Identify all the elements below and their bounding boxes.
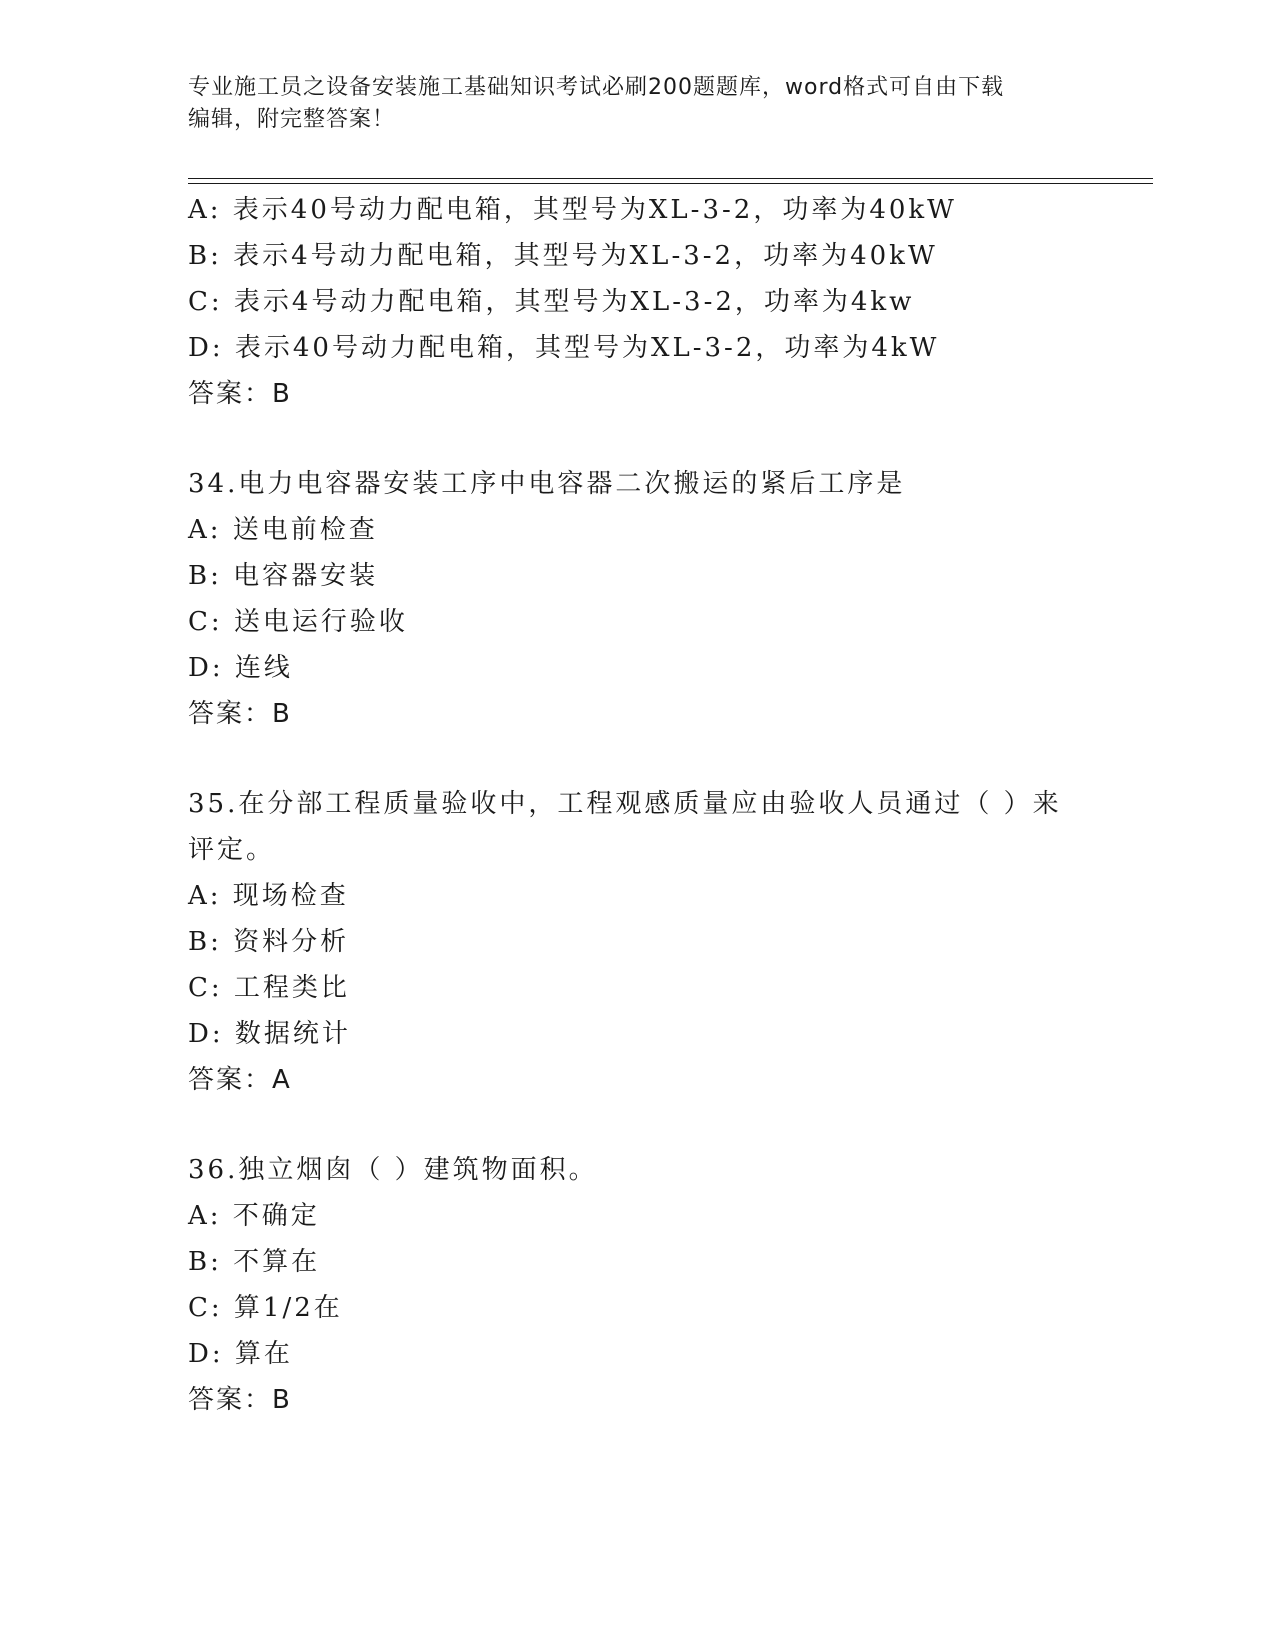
header-title-line-2: 编辑，附完整答案！ [188, 107, 396, 132]
option-d: D: 数据统计 [188, 1019, 351, 1049]
option-b: B: 电容器安装 [188, 561, 379, 591]
option-a: A: 不确定 [188, 1201, 320, 1231]
option-d: D: 算在 [188, 1339, 293, 1369]
spacer [188, 417, 1148, 461]
option-c: C: 送电运行验收 [188, 607, 408, 637]
question-stem-line-1: 35.在分部工程质量验收中，工程观感质量应由验收人员通过（ ）来 [188, 789, 1062, 819]
answer: 答案：A [188, 1065, 292, 1095]
question-36 [188, 1147, 1148, 1423]
question-33 [188, 187, 1148, 417]
option-a: A: 表示40号动力配电箱，其型号为XL-3-2，功率为40kW [188, 195, 957, 225]
answer: 答案：B [188, 699, 292, 729]
question-35 [188, 781, 1148, 1103]
question-stem: 36.独立烟囱（ ）建筑物面积。 [188, 1155, 598, 1185]
header-title-line-1: 专业施工员之设备安装施工基础知识考试必刷200题题库，word格式可自由下载 [188, 75, 1005, 100]
question-34 [188, 461, 1148, 737]
option-c: C: 算1/2在 [188, 1293, 343, 1323]
option-b: B: 资料分析 [188, 927, 350, 957]
question-stem-line-2: 评定。 [188, 835, 276, 865]
header-divider-top [188, 178, 1153, 179]
option-d: D: 表示40号动力配电箱，其型号为XL-3-2，功率为4kW [188, 333, 940, 363]
option-a: A: 现场检查 [188, 881, 349, 911]
spacer [188, 1103, 1148, 1147]
option-c: C: 表示4号动力配电箱，其型号为XL-3-2，功率为4kw [188, 287, 915, 317]
document-header [188, 72, 1068, 136]
question-list [188, 187, 1148, 1423]
option-d: D: 连线 [188, 653, 293, 683]
question-stem: 34.电力电容器安装工序中电容器二次搬运的紧后工序是 [188, 469, 906, 499]
header-divider-bottom [188, 183, 1153, 184]
answer: 答案：B [188, 379, 292, 409]
option-b: B: 不算在 [188, 1247, 321, 1277]
option-b: B: 表示4号动力配电箱，其型号为XL-3-2，功率为40kW [188, 241, 938, 271]
option-c: C: 工程类比 [188, 973, 350, 1003]
option-a: A: 送电前检查 [188, 515, 378, 545]
spacer [188, 737, 1148, 781]
answer: 答案：B [188, 1385, 292, 1415]
